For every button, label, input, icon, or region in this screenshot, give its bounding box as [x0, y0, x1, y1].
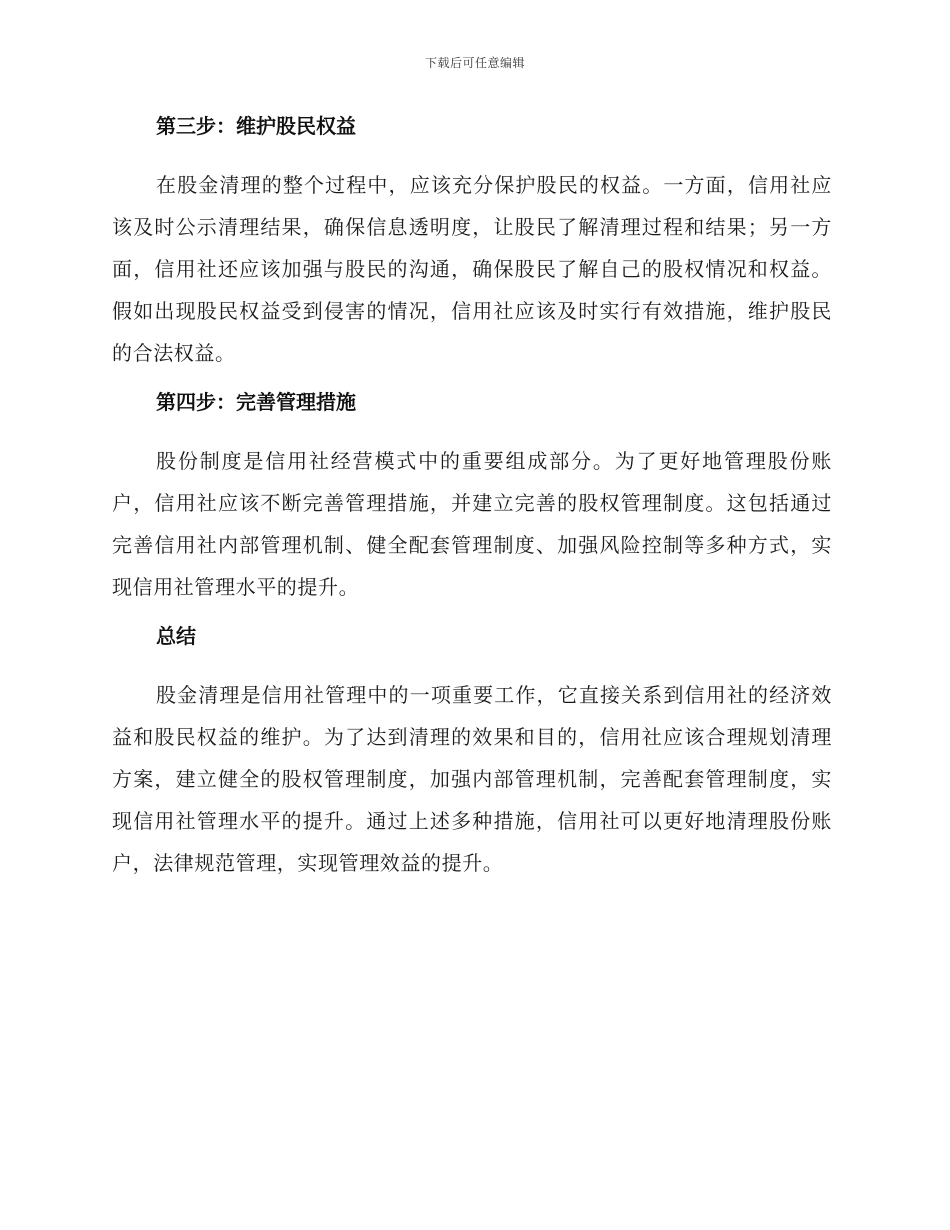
section-step-four — [112, 386, 832, 608]
header-note: 下载后可任意编辑 — [424, 56, 525, 70]
section-heading: 总结 — [156, 624, 196, 648]
section-step-three — [112, 110, 832, 374]
section-heading: 第四步：完善管理措施 — [156, 390, 356, 414]
section-summary — [112, 620, 832, 884]
section-paragraph: 股份制度是信用社经营模式中的重要组成部分。为了更好地管理股份账户，信用社应该不断完善管理措施，并建立完善的股权管理制度。这包括通过完善信用社内部管理机制、健全配套管理制度、加强风险控制等多种方式，实现信用社管理水平的提升。 — [112, 449, 832, 599]
document-body — [112, 110, 832, 896]
section-heading: 第三步：维护股民权益 — [156, 114, 356, 138]
section-paragraph: 在股金清理的整个过程中，应该充分保护股民的权益。一方面，信用社应该及时公示清理结果，确保信息透明度，让股民了解清理过程和结果；另一方面，信用社还应该加强与股民的沟通，确保股民了解自己的股权情况和权益。假如出现股民权益受到侵害的情况，信用社应该及时实行有效措施，维护股民的合法权益。 — [112, 173, 832, 365]
section-paragraph: 股金清理是信用社管理中的一项重要工作，它直接关系到信用社的经济效益和股民权益的维护。为了达到清理的效果和目的，信用社应该合理规划清理方案，建立健全的股权管理制度，加强内部管理机制，完善配套管理制度，实现信用社管理水平的提升。通过上述多种措施，信用社可以更好地清理股份账户，法律规范管理，实现管理效益的提升。 — [112, 683, 832, 875]
